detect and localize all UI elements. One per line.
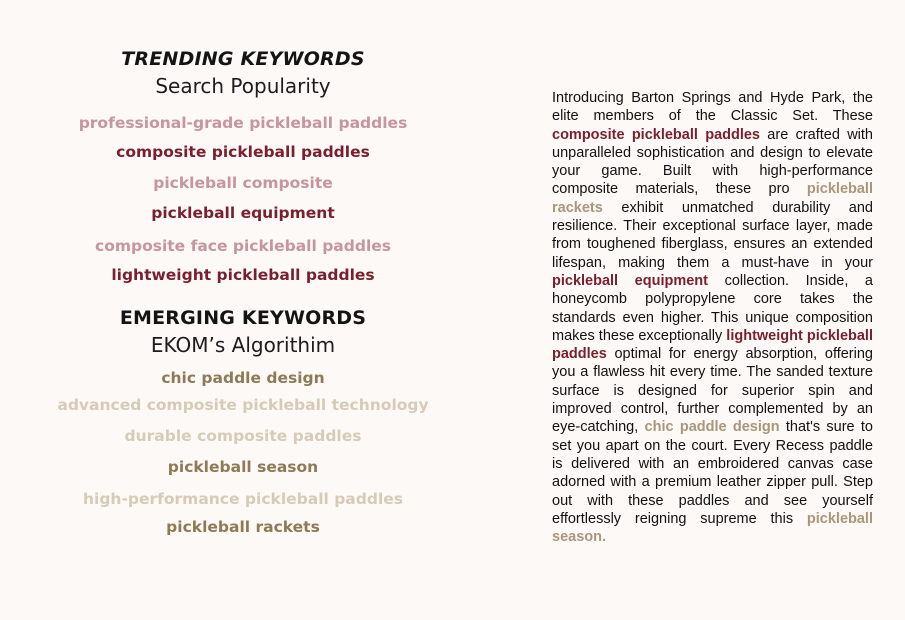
product-description [552, 89, 873, 546]
description-text: collection. Inside, a honeycomb polypropylene core takes the standards even higher. This unique composition makes these exceptionally [552, 272, 873, 344]
description-text: optimal for energy absorption, offering you a flawless hit every time. The sanded texture surface is designed for superior spin and improved control, further complemented by an eye-catching, [552, 346, 873, 436]
trending-keyword: pickleball composite [153, 174, 333, 192]
keyword-highlight: pickleball equipment [552, 272, 708, 289]
description-text: that's sure to set you apart on the court. Every Recess paddle is delivered with an embroidered canvas case adorned with a premium leather zipper pull. Step out with these paddles and see yourself effortlessly reigning supreme this [552, 419, 873, 527]
trending-keyword: pickleball equipment [151, 204, 335, 222]
trending-keyword-list [40, 113, 446, 285]
trending-subtitle: Search Popularity [155, 74, 331, 98]
emerging-keyword: advanced composite pickleball technology [57, 396, 429, 414]
trending-keyword: composite face pickleball paddles [95, 237, 391, 255]
emerging-keyword-list [40, 368, 446, 537]
description-text: Introducing Barton Springs and Hyde Park, the elite members of the Classic Set. These [552, 90, 873, 125]
emerging-keyword: durable composite paddles [124, 427, 362, 445]
emerging-keyword: pickleball season [167, 458, 319, 476]
trending-keyword: lightweight pickleball paddles [111, 266, 375, 284]
emerging-keyword: high-performance pickleball paddles [82, 490, 404, 508]
trending-keyword: composite pickleball paddles [116, 143, 370, 161]
trending-title: TRENDING KEYWORDS [121, 48, 365, 70]
emerging-subtitle: EKOM’s Algorithim [150, 333, 336, 357]
description-text: are crafted with unparalleled sophistication and design to elevate your game. Built with high-performance composite materials, these pro [552, 126, 873, 198]
keyword-highlight: composite pickleball paddles [552, 126, 760, 143]
emerging-keyword: chic paddle design [161, 369, 325, 387]
description-text: exhibit unmatched durability and resilience. Their exceptional surface layer, made from toughened fiberglass, ensures an extended lifespan, making them a must-have in your [552, 199, 873, 271]
keyword-highlight: chic paddle design [644, 419, 780, 436]
keywords-panel [40, 48, 446, 537]
keyword-highlight: lightweight pickleball paddles [552, 327, 873, 363]
emerging-title: EMERGING KEYWORDS [119, 307, 367, 329]
emerging-keyword: pickleball rackets [166, 518, 320, 536]
keyword-highlight: pickleball season. [552, 510, 873, 546]
trending-keyword: professional-grade pickleball paddles [78, 114, 408, 132]
keyword-highlight: pickleball rackets [552, 181, 873, 216]
